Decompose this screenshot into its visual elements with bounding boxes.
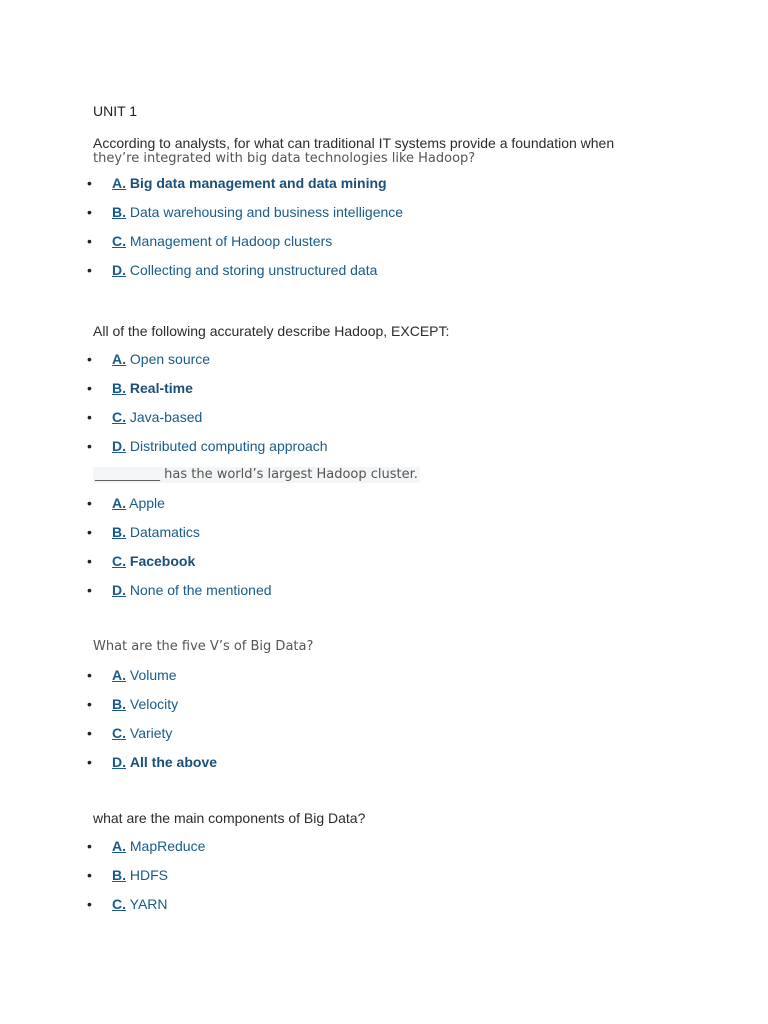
bullet-icon: • [87,582,92,598]
option-text: Management of Hadoop clusters [129,233,333,249]
bullet-icon: • [87,725,92,741]
option-letter[interactable]: B. [112,204,126,220]
option-letter[interactable]: A. [112,351,126,367]
option-text: Open source [129,351,211,367]
bullet-icon: • [87,667,92,683]
question-text-line2: they’re integrated with big data technologies like Hadoop? [93,151,476,166]
option-text: Volume [129,667,177,683]
question-text: what are the main components of Big Data? [93,810,366,826]
option-d[interactable] [87,748,733,777]
question-text: What are the five V’s of Big Data? [93,639,314,654]
option-letter[interactable]: C. [112,553,126,569]
option-text: Distributed computing approach [129,438,328,454]
question-text-line1: According to analysts, for what can traditional IT systems provide a foundation when [93,135,615,151]
option-text: Apple [129,495,165,511]
option-b[interactable] [87,518,733,547]
option-letter[interactable]: A. [112,667,126,683]
option-text: Real-time [129,380,193,396]
bullet-icon: • [87,896,92,912]
bullet-icon: • [87,553,92,569]
option-a[interactable] [87,169,733,198]
options-list [87,832,733,919]
option-letter[interactable]: D. [112,262,126,278]
option-letter[interactable]: B. [112,696,126,712]
option-b[interactable] [87,861,733,890]
question-text [93,135,733,167]
option-a[interactable] [87,345,733,374]
bullet-icon: • [87,495,92,511]
bullet-icon: • [87,351,92,367]
option-text: Java-based [129,409,203,425]
option-letter[interactable]: B. [112,524,126,540]
option-text: Variety [129,725,173,741]
option-text: YARN [129,896,168,912]
option-d[interactable] [87,432,733,461]
option-c[interactable] [87,890,733,919]
bullet-icon: • [87,409,92,425]
bullet-icon: • [87,233,92,249]
options-list [87,169,733,285]
option-letter[interactable]: D. [112,582,126,598]
question-text [93,467,733,483]
option-letter[interactable]: D. [112,754,126,770]
bullet-icon: • [87,696,92,712]
option-text: Collecting and storing unstructured data [129,262,378,278]
option-text: All the above [129,754,218,770]
option-c[interactable] [87,403,733,432]
option-a[interactable] [87,661,733,690]
question-3 [87,467,733,605]
bullet-icon: • [87,438,92,454]
question-4 [87,639,733,777]
option-c[interactable] [87,547,733,576]
bullet-icon: • [87,524,92,540]
option-a[interactable] [87,489,733,518]
bullet-icon: • [87,262,92,278]
option-text: HDFS [129,867,169,883]
option-text: None of the mentioned [129,582,272,598]
bullet-icon: • [87,380,92,396]
question-5 [87,810,733,919]
unit-title: UNIT 1 [93,103,138,119]
option-letter[interactable]: D. [112,438,126,454]
option-letter[interactable]: B. [112,380,126,396]
option-letter[interactable]: C. [112,233,126,249]
question-2 [87,323,733,461]
option-b[interactable] [87,374,733,403]
option-text: Velocity [129,696,179,712]
option-letter[interactable]: C. [112,725,126,741]
option-letter[interactable]: C. [112,896,126,912]
option-b[interactable] [87,198,733,227]
option-text: Data warehousing and business intelligence [129,204,404,220]
bullet-icon: • [87,204,92,220]
document-page [87,100,733,912]
option-letter[interactable]: A. [112,495,126,511]
option-a[interactable] [87,832,733,861]
bullet-icon: • [87,867,92,883]
option-c[interactable] [87,719,733,748]
option-d[interactable] [87,576,733,605]
option-letter[interactable]: A. [112,838,126,854]
bullet-icon: • [87,754,92,770]
option-c[interactable] [87,227,733,256]
options-list [87,489,733,605]
option-text: Big data management and data mining [129,175,387,191]
options-list [87,661,733,777]
option-d[interactable] [87,256,733,285]
question-text-blank: __________ has the world’s largest Hadoop cluster. [95,467,418,482]
options-list [87,345,733,461]
option-b[interactable] [87,690,733,719]
option-text: Facebook [129,553,196,569]
option-letter[interactable]: C. [112,409,126,425]
question-text: All of the following accurately describe Hadoop, EXCEPT: [93,323,450,339]
question-1 [87,135,733,285]
option-text: Datamatics [129,524,200,540]
bullet-icon: • [87,175,92,191]
option-letter[interactable]: B. [112,867,126,883]
option-text: MapReduce [129,838,206,854]
option-letter[interactable]: A. [112,175,126,191]
bullet-icon: • [87,838,92,854]
